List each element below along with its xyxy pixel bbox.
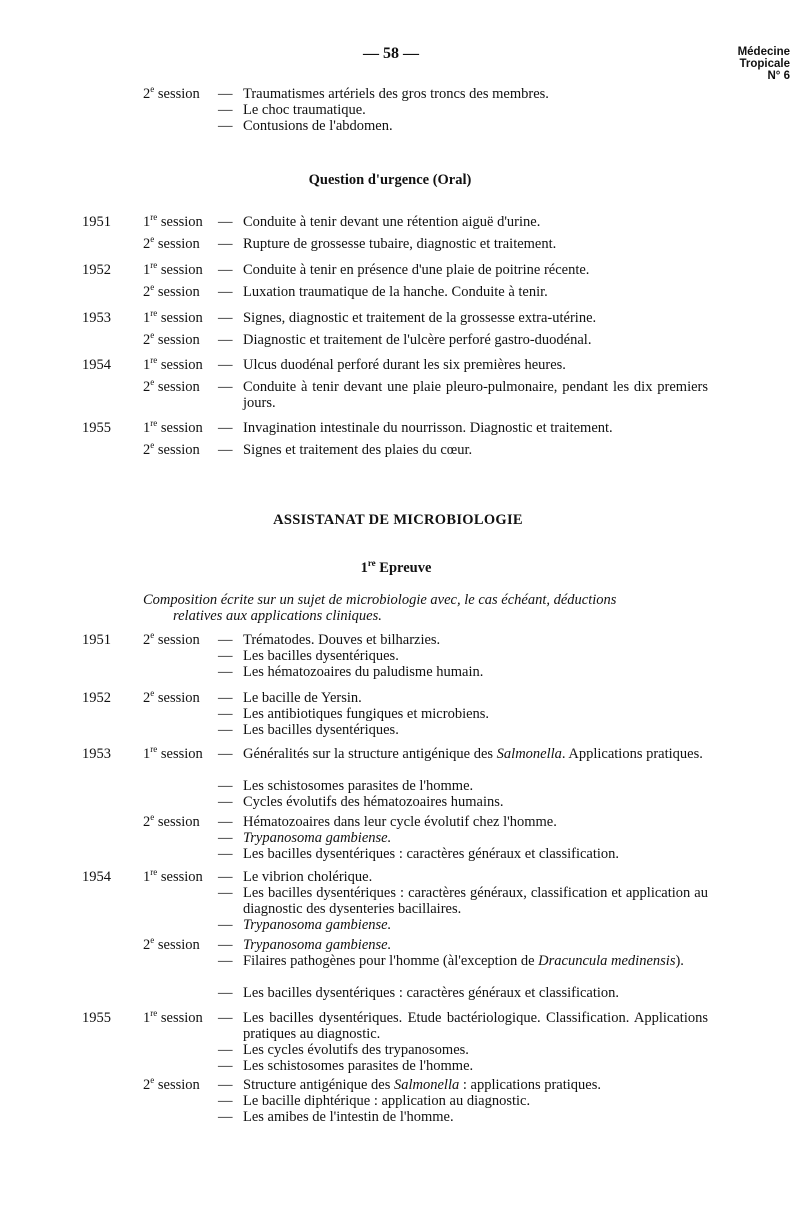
session-label: 1re session [143, 260, 203, 278]
session-label: 1re session [143, 308, 203, 326]
dash: — [218, 442, 233, 458]
dash: — [218, 917, 233, 933]
dash: — [218, 830, 233, 846]
epreuve-description [143, 592, 708, 624]
dash: — [218, 746, 233, 762]
intro-line-2: relatives aux applications cliniques. [173, 608, 382, 624]
year-label: 1952 [82, 690, 111, 706]
intro-line-1: Composition écrite sur un sujet de microbiologie avec, le cas échéant, déductions [143, 592, 617, 608]
list-item: Les cycles évolutifs des trypanosomes. [243, 1042, 469, 1058]
list-item: Le bacille de Yersin. [243, 690, 362, 706]
dash: — [218, 1042, 233, 1058]
year-label: 1951 [82, 214, 111, 230]
list-item: Le vibrion cholérique. [243, 869, 373, 885]
dash: — [218, 632, 233, 648]
list-item: Les schistosomes parasites de l'homme. [243, 778, 474, 794]
dash: — [218, 1093, 233, 1109]
session-label: 1re session [143, 867, 203, 885]
session-label: 2e session [143, 234, 200, 252]
list-item: Ulcus duodénal perforé durant les six premières heures. [243, 357, 566, 373]
session-label: 1re session [143, 1008, 203, 1026]
list-item: Les schistosomes parasites de l'homme. [243, 1058, 474, 1074]
dash: — [218, 869, 233, 885]
dash: — [218, 236, 233, 252]
item-text: Structure antigénique des [243, 1077, 394, 1093]
italic-term: Salmonella [496, 746, 562, 762]
dash: — [218, 690, 233, 706]
list-item: Diagnostic et traitement de l'ulcère perforé gastro-duodénal. [243, 332, 592, 348]
list-item: Les hématozoaires du paludisme humain. [243, 664, 484, 680]
list-item: Cycles évolutifs des hématozoaires humains. [243, 794, 504, 810]
journal-label [738, 46, 790, 82]
item-text: . Applications pratiques. [561, 746, 703, 762]
dash: — [218, 118, 233, 134]
dash: — [218, 985, 233, 1001]
list-item: Signes, diagnostic et traitement de la grossesse extra-utérine. [243, 310, 597, 326]
list-item: Le bacille diphtérique : application au diagnostic. [243, 1093, 531, 1109]
session-label: 1re session [143, 744, 203, 762]
list-item: Signes et traitement des plaies du cœur. [243, 442, 473, 458]
italic-term: Dracuncula medinensis [538, 953, 676, 969]
list-item: Les bacilles dysentériques. [243, 722, 399, 738]
dash: — [218, 379, 233, 395]
journal-line-2: Tropicale [739, 58, 790, 70]
dash: — [218, 885, 233, 901]
list-item: Les bacilles dysentériques : caractères généraux et classification. [243, 846, 620, 862]
session-label: 2e session [143, 282, 200, 300]
session-label: 2e session [143, 440, 200, 458]
list-item [243, 953, 708, 969]
list-item: Le choc traumatique. [243, 102, 366, 118]
list-item: Trypanosoma gambiense. [243, 830, 392, 846]
list-item: Les bacilles dysentériques. [243, 648, 399, 664]
dash: — [218, 1109, 233, 1125]
list-item: Hématozoaires dans leur cycle évolutif chez l'homme. [243, 814, 557, 830]
list-item: Rupture de grossesse tubaire, diagnostic et traitement. [243, 236, 557, 252]
page-number: — 58 — [363, 45, 419, 62]
list-item: Les bacilles dysentériques : caractères généraux, classification et application au diagnostic des dysenteries bacillaires. [243, 885, 708, 917]
dash: — [218, 102, 233, 118]
dash: — [218, 648, 233, 664]
list-item: Trématodes. Douves et bilharzies. [243, 632, 441, 648]
epreuve-subtitle: 1re Epreuve [360, 558, 432, 576]
item-text: Généralités sur la structure antigénique des [243, 746, 497, 762]
session-label: 1re session [143, 418, 203, 436]
list-item [243, 1077, 708, 1093]
dash: — [218, 86, 233, 102]
year-label: 1955 [82, 1010, 111, 1026]
year-label: 1951 [82, 632, 111, 648]
dash: — [218, 937, 233, 953]
list-item: Luxation traumatique de la hanche. Conduite à tenir. [243, 284, 548, 300]
dash: — [218, 664, 233, 680]
list-item: Les antibiotiques fungiques et microbiens. [243, 706, 490, 722]
year-label: 1955 [82, 420, 111, 436]
year-label: 1953 [82, 310, 111, 326]
session-label: 2e session [143, 377, 200, 395]
section-title-oral: Question d'urgence (Oral) [308, 172, 472, 188]
session-label: 2e session [143, 935, 200, 953]
dash: — [218, 814, 233, 830]
list-item [243, 746, 708, 762]
session-label: 1re session [143, 355, 203, 373]
item-text: : applications pratiques. [459, 1077, 601, 1093]
journal-line-1: Médecine [737, 46, 790, 58]
dash: — [218, 778, 233, 794]
session-label: 1re session [143, 212, 203, 230]
dash: — [218, 794, 233, 810]
list-item: Les amibes de l'intestin de l'homme. [243, 1109, 454, 1125]
dash: — [218, 953, 233, 969]
list-item: Conduite à tenir devant une plaie pleuro-pulmonaire, pendant les dix premiers jours. [243, 379, 708, 411]
list-item: Contusions de l'abdomen. [243, 118, 393, 134]
journal-line-3: N° 6 [767, 70, 790, 82]
dash: — [218, 1010, 233, 1026]
year-label: 1954 [82, 869, 111, 885]
item-text: Filaires pathogènes pour l'homme (àl'exception de [243, 953, 539, 969]
list-item: Trypanosoma gambiense. [243, 917, 392, 933]
dash: — [218, 310, 233, 326]
italic-term: Salmonella [394, 1077, 460, 1093]
list-item: Les bacilles dysentériques : caractères généraux et classification. [243, 985, 620, 1001]
session-label: 2e session [143, 630, 200, 648]
dash: — [218, 262, 233, 278]
list-item: Traumatismes artériels des gros troncs des membres. [243, 86, 549, 102]
dash: — [218, 284, 233, 300]
list-item: Conduite à tenir en présence d'une plaie de poitrine récente. [243, 262, 590, 278]
list-item: Conduite à tenir devant une rétention aiguë d'urine. [243, 214, 541, 230]
list-item: Invagination intestinale du nourrisson. Diagnostic et traitement. [243, 420, 613, 436]
item-text: ). [675, 953, 684, 969]
dash: — [218, 357, 233, 373]
dash: — [218, 332, 233, 348]
year-label: 1952 [82, 262, 111, 278]
session-label: 2e session [143, 330, 200, 348]
list-item: Trypanosoma gambiense. [243, 937, 392, 953]
session-label: 2e session [143, 84, 200, 102]
dash: — [218, 722, 233, 738]
year-label: 1953 [82, 746, 111, 762]
session-label: 2e session [143, 1075, 200, 1093]
session-label: 2e session [143, 688, 200, 706]
year-label: 1954 [82, 357, 111, 373]
session-label: 2e session [143, 812, 200, 830]
list-item: Les bacilles dysentériques. Etude bactériologique. Classification. Applications pratiques au diagnostic. [243, 1010, 708, 1042]
dash: — [218, 420, 233, 436]
dash: — [218, 1077, 233, 1093]
dash: — [218, 1058, 233, 1074]
dash: — [218, 214, 233, 230]
section-title-microbiologie: ASSISTANAT DE MICROBIOLOGIE [273, 512, 523, 528]
dash: — [218, 846, 233, 862]
dash: — [218, 706, 233, 722]
